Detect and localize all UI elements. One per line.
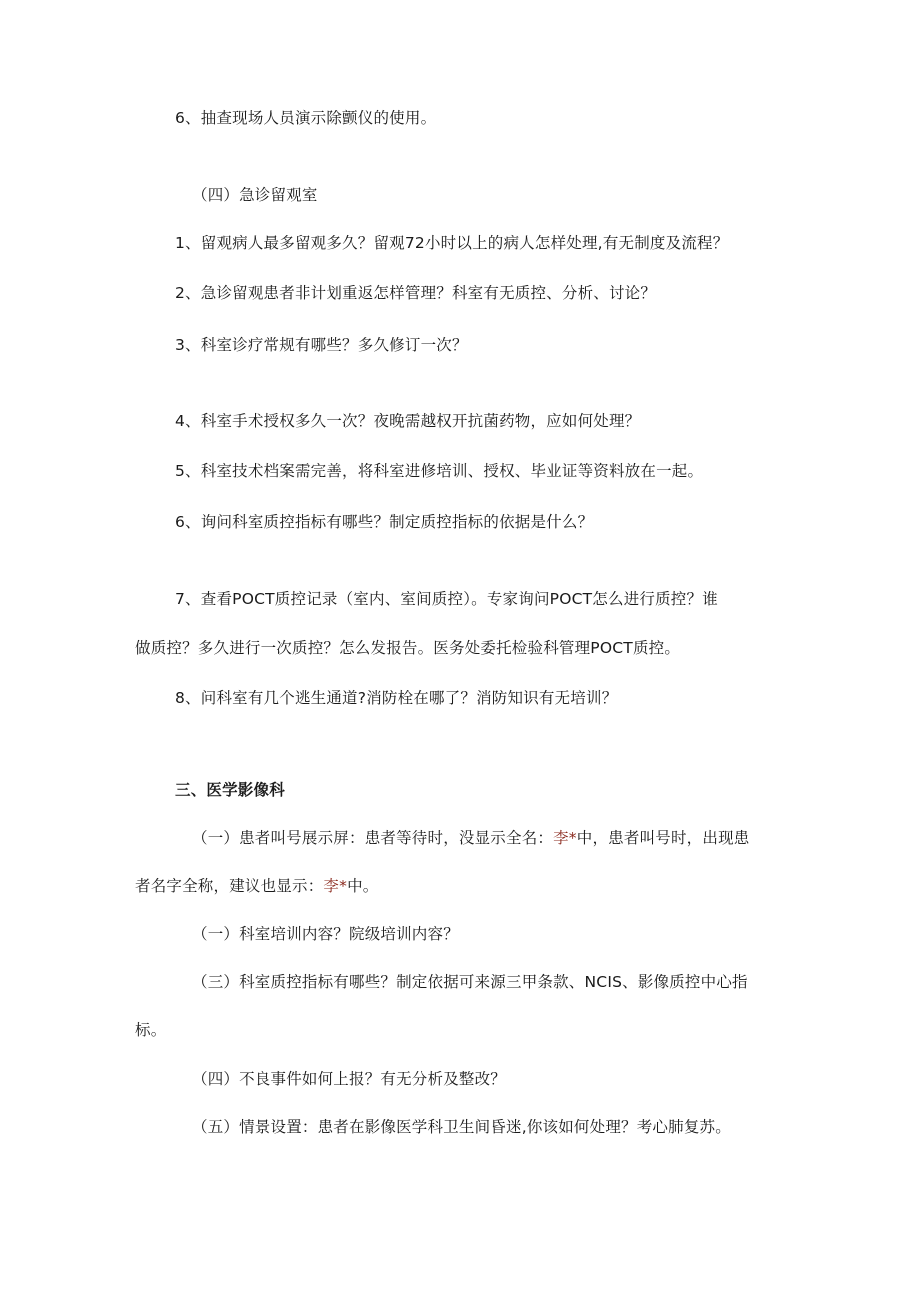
item-4-surgery-authorization: 4、科室手术授权多久一次？夜晚需越权开抗菌药物，应如何处理？ — [175, 412, 641, 430]
item-7-poct-records-line2: 做质控？多久进行一次质控？怎么发报告。医务处委托检验科管理POCT质控。 — [135, 639, 681, 657]
imaging-p1-line2-prefix: 者名字全称，建议也显示： — [135, 877, 324, 895]
subsection-heading-observation-room: （四）急诊留观室 — [192, 186, 318, 204]
imaging-p3-line1: （三）科室质控指标有哪些？制定依据可来源三甲条款、NCIS、影像质控中心指 — [192, 973, 748, 991]
item-6-defibrillator: 6、抽查现场人员演示除颤仪的使用。 — [175, 109, 437, 127]
item-7-poct-records-line1: 7、查看POCT质控记录（室内、室间质控）。专家询问POCT怎么进行质控？谁 — [175, 590, 718, 608]
imaging-p5-scenario: （五）情景设置：患者在影像医学科卫生间昏迷,你该如何处理？考心肺复苏。 — [192, 1118, 731, 1136]
imaging-p3-line2: 标。 — [135, 1021, 167, 1039]
section-heading-medical-imaging: 三、医学影像科 — [175, 781, 285, 799]
item-6-quality-indicators: 6、询问科室质控指标有哪些？制定质控指标的依据是什么？ — [175, 513, 594, 531]
masked-patient-name-suggested: 李* — [323, 877, 348, 895]
imaging-p1-line1 — [192, 828, 749, 848]
imaging-p1-prefix: （一）患者叫号展示屏：患者等待时，没显示全名： — [192, 829, 554, 847]
imaging-p2-training: （一）科室培训内容？院级培训内容？ — [192, 925, 459, 943]
item-8-fire-escape: 8、问科室有几个逃生通道?消防栓在哪了？消防知识有无培训？ — [175, 689, 618, 707]
item-3-treatment-norms: 3、科室诊疗常规有哪些？多久修订一次？ — [175, 336, 468, 354]
imaging-p1-suffix: 中，患者叫号时，出现患 — [576, 829, 750, 847]
item-1-observation-duration: 1、留观病人最多留观多久？留观72小时以上的病人怎样处理,有无制度及流程？ — [175, 234, 729, 252]
imaging-p1-line2 — [135, 876, 378, 896]
imaging-p4-adverse-events: （四）不良事件如何上报？有无分析及整改？ — [192, 1070, 507, 1088]
item-2-unplanned-return: 2、急诊留观患者非计划重返怎样管理？科室有无质控、分析、讨论？ — [175, 284, 657, 302]
imaging-p1-line2-suffix: 中。 — [347, 877, 379, 895]
item-5-technical-archive: 5、科室技术档案需完善，将科室进修培训、授权、毕业证等资料放在一起。 — [175, 462, 704, 480]
masked-patient-name: 李* — [553, 829, 577, 847]
